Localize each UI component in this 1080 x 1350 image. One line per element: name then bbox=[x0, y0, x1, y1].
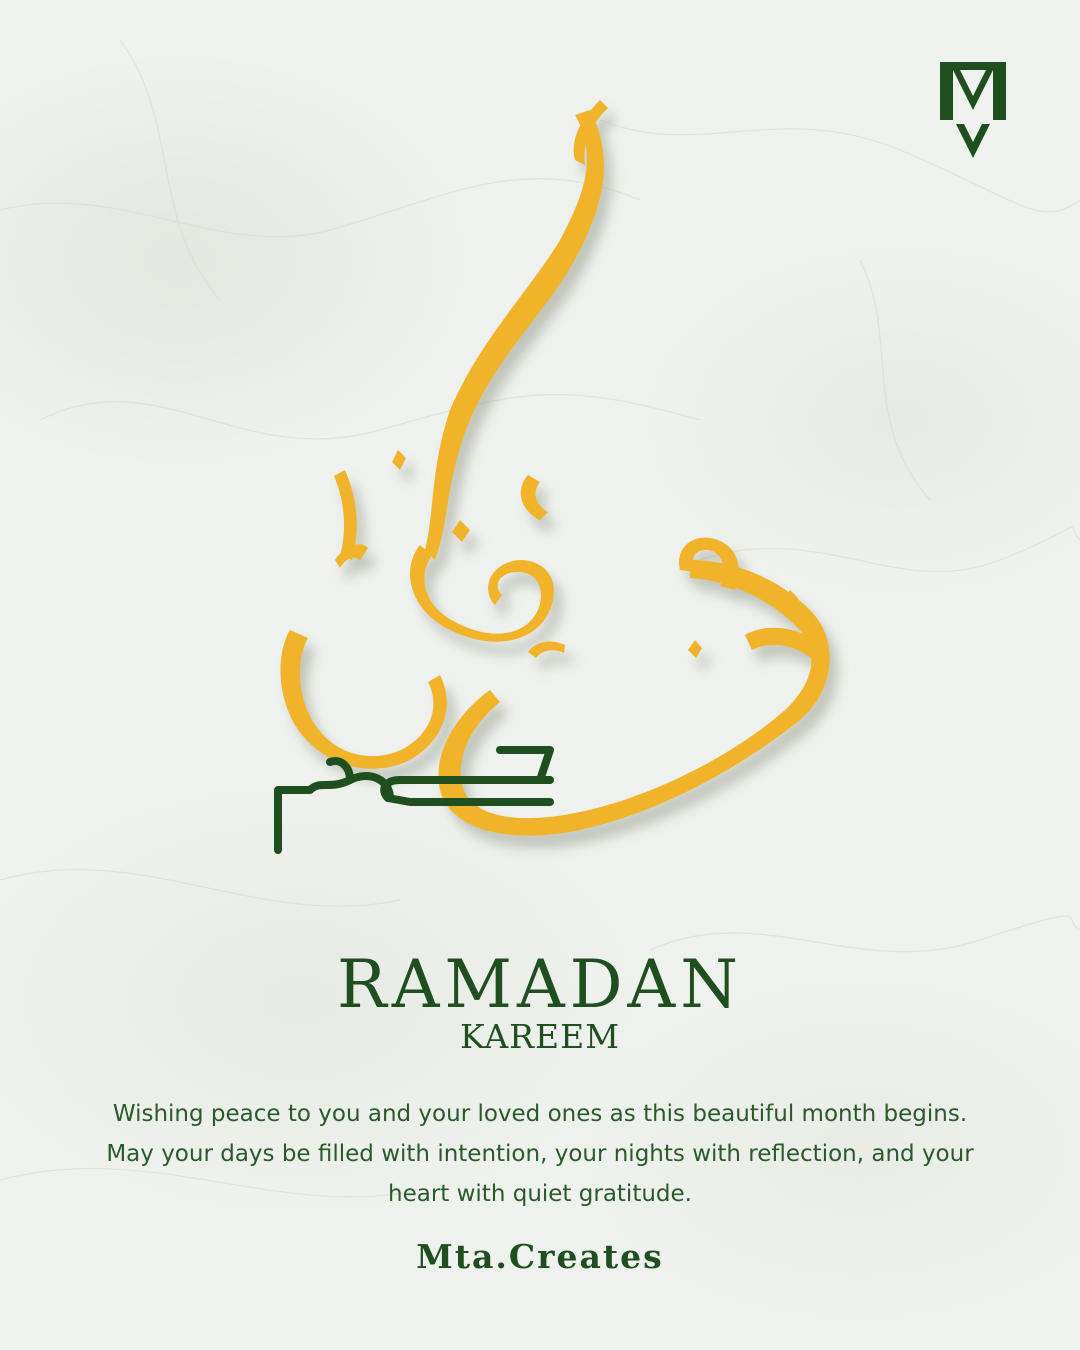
signature-mta-creates: Mta.Creates bbox=[416, 1237, 664, 1276]
title-ramadan: RAMADAN bbox=[337, 946, 743, 1023]
subtitle-kareem: KAREEM bbox=[460, 1017, 620, 1056]
greeting-message: Wishing peace to you and your loved ones as this beautiful month begins. May your days be filled with intention, your nights with reflection, and your heart with quiet gratitude. bbox=[106, 1101, 974, 1207]
ramadan-calligraphy bbox=[250, 90, 850, 890]
mv-monogram-logo bbox=[934, 58, 1014, 162]
